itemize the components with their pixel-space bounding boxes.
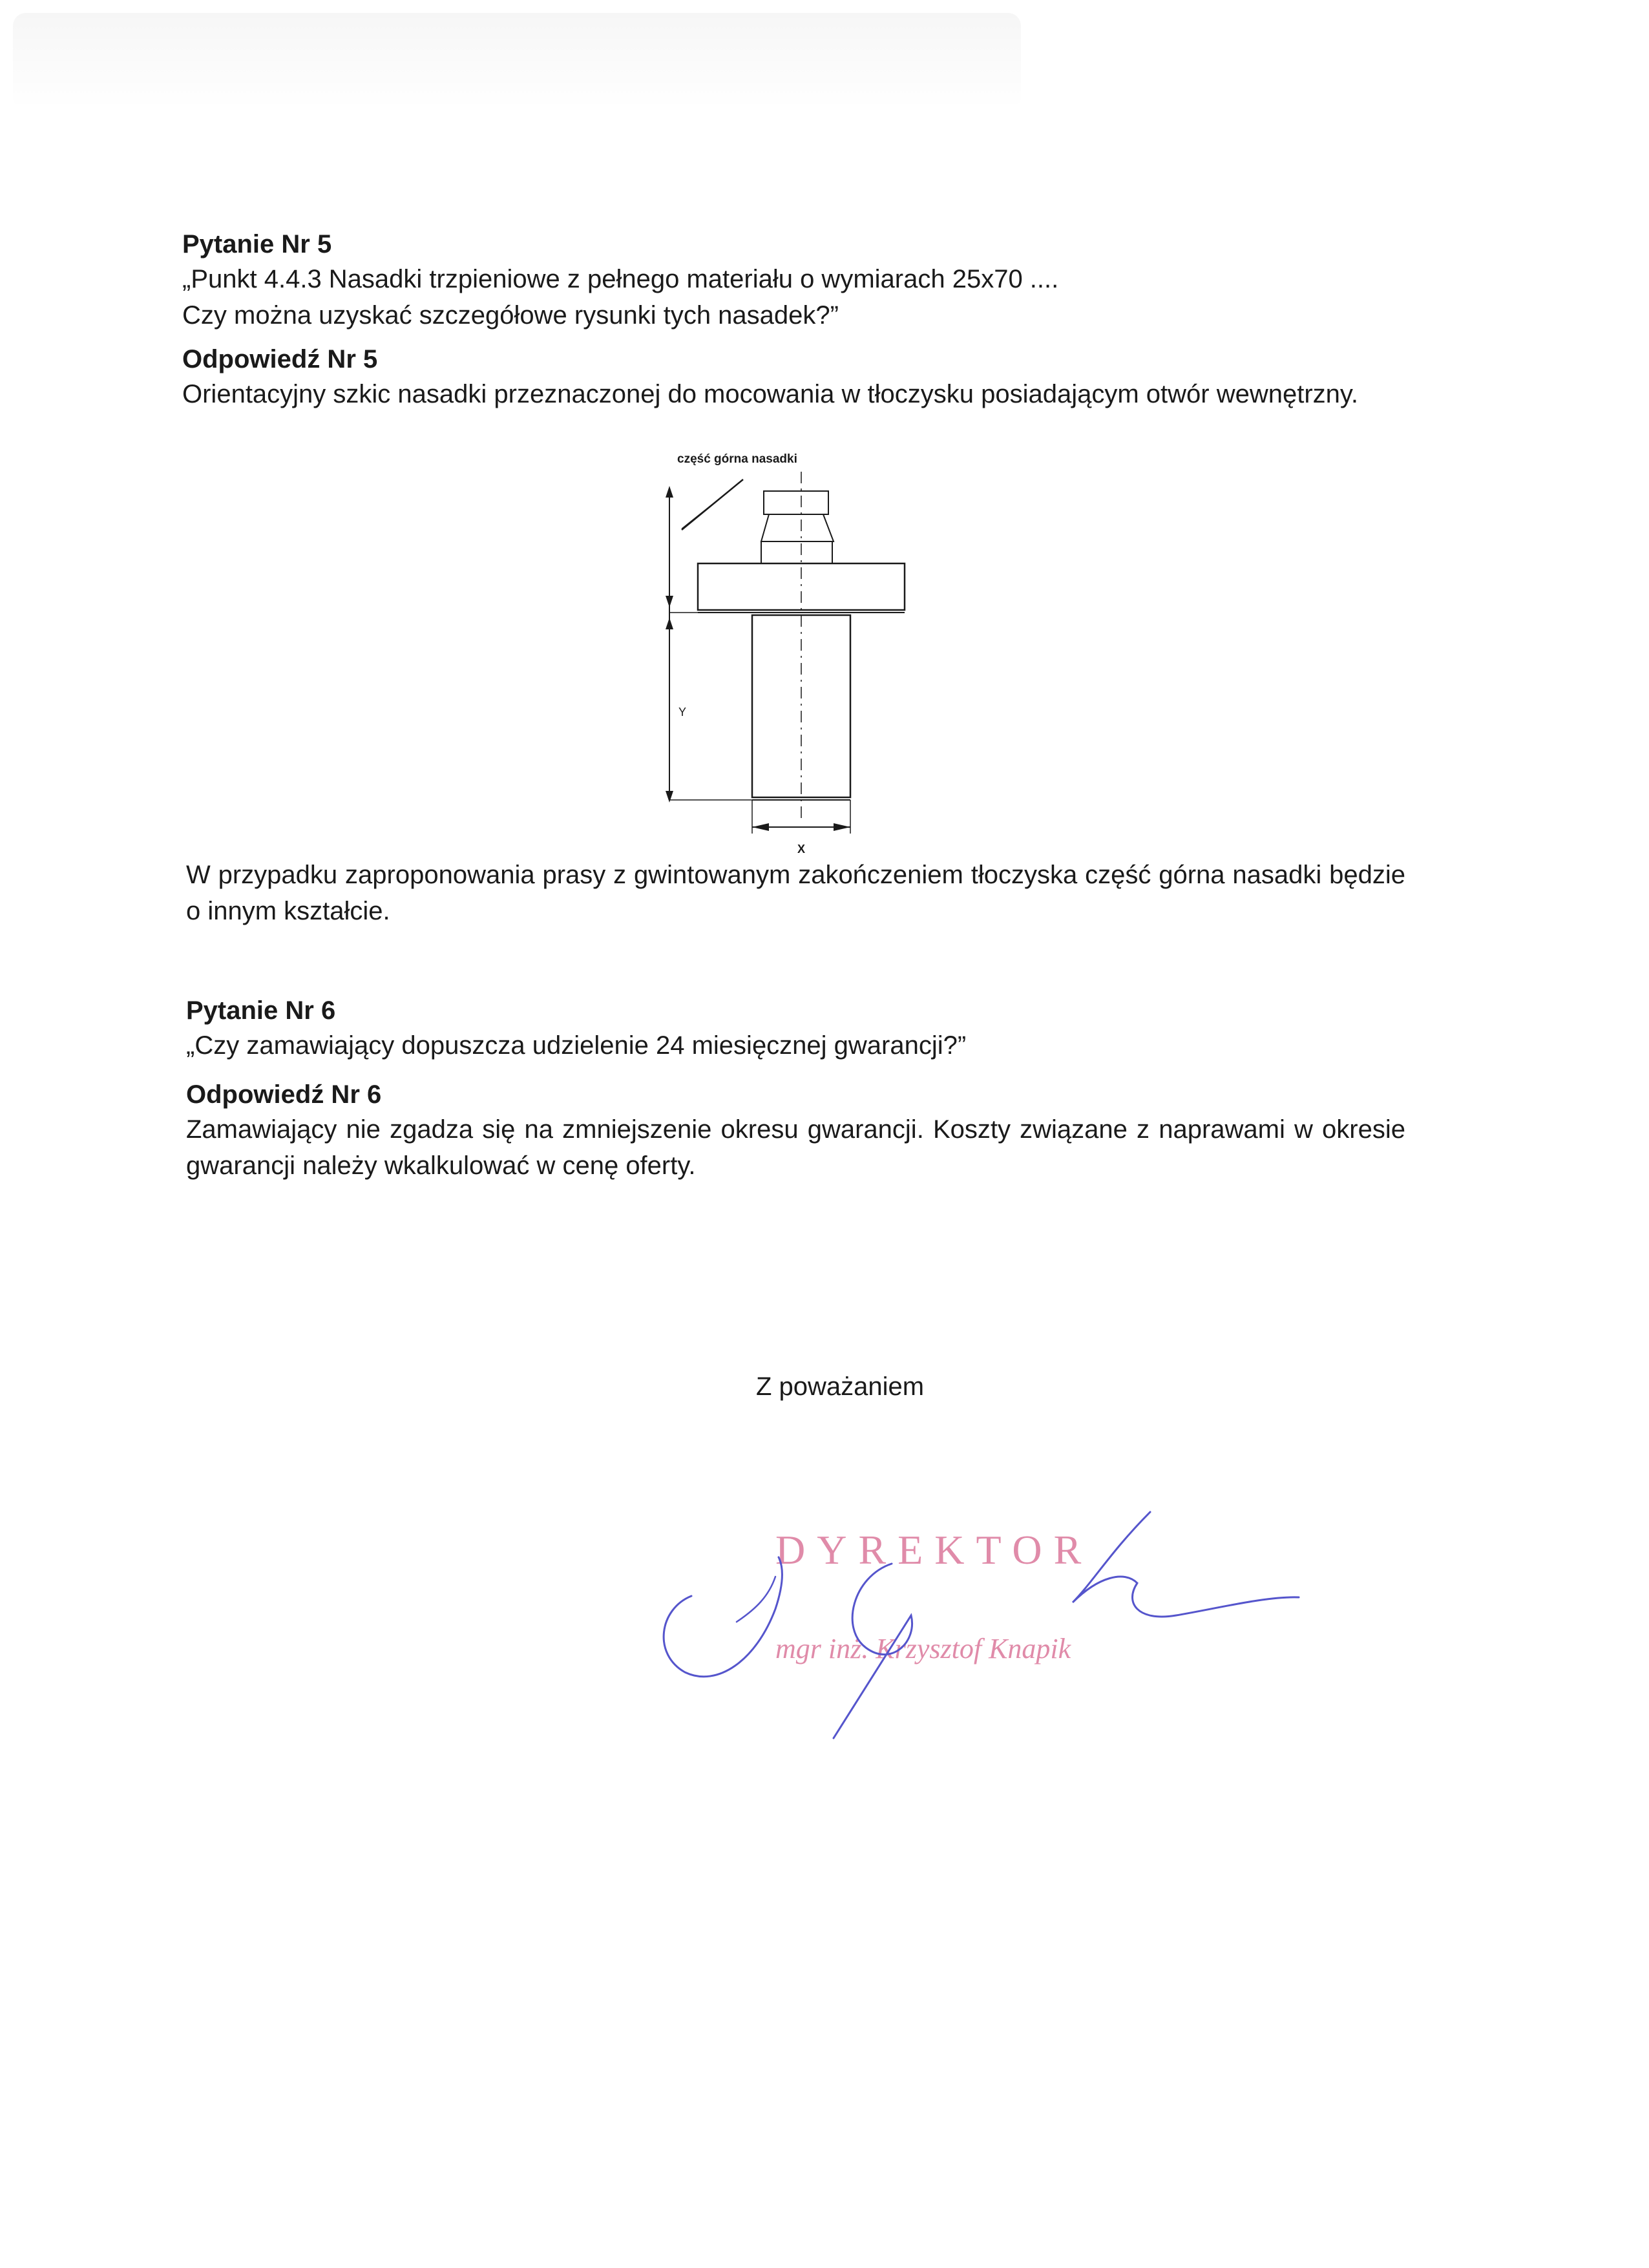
question-5	[182, 227, 1407, 333]
answer-6	[186, 1078, 1405, 1184]
sketch-head-collar	[761, 541, 832, 563]
answer-6-heading: Odpowiedź Nr 6	[186, 1080, 382, 1109]
question-5-heading: Pytanie Nr 5	[182, 230, 332, 258]
signature-stamp	[646, 1499, 1318, 1745]
stamp-name: mgr inż. Krzysztof Knapik	[775, 1633, 1071, 1664]
sketch-label-top: część górna nasadki	[677, 452, 797, 466]
sketch-head-neck	[761, 514, 834, 541]
stamp-title: DYREKTOR	[775, 1527, 1093, 1573]
sketch-label-y: Y	[678, 706, 687, 719]
question-5-line-1: „Punkt 4.4.3 Nasadki trzpieniowe z pełnego materiału o wymiarach 25x70 ....	[182, 265, 1059, 293]
answer-5-heading: Odpowiedź Nr 5	[182, 345, 378, 373]
scan-artifact	[13, 13, 1021, 110]
question-6-text: „Czy zamawiający dopuszcza udzielenie 24 miesięcznej gwarancji?”	[186, 1031, 967, 1060]
sketch-head-cap	[764, 491, 828, 514]
question-5-line-2: Czy można uzyskać szczegółowe rysunki tych nasadek?”	[182, 301, 839, 330]
question-6-heading: Pytanie Nr 6	[186, 996, 336, 1025]
question-6	[186, 994, 1411, 1064]
answer-6-text: Zamawiający nie zgadza się na zmniejszenie okresu gwarancji. Koszty związane z naprawami w okresie gwarancji należy wkalkulować w cenę oferty.	[186, 1115, 1405, 1180]
answer-5-note-text: W przypadku zaproponowania prasy z gwintowanym zakończeniem tłoczyska część górna nasadki będzie o innym kształcie.	[186, 861, 1405, 925]
answer-5	[182, 342, 1407, 412]
closing-salutation: Z poważaniem	[756, 1372, 925, 1401]
answer-5-note	[186, 857, 1405, 929]
sketch-label-x: X	[797, 843, 806, 856]
answer-5-text: Orientacyjny szkic nasadki przeznaczonej do mocowania w tłoczysku posiadającym otwór wewnętrzny.	[182, 380, 1359, 408]
handwritten-signature	[646, 1499, 1318, 1745]
attachment-sketch	[646, 446, 943, 872]
